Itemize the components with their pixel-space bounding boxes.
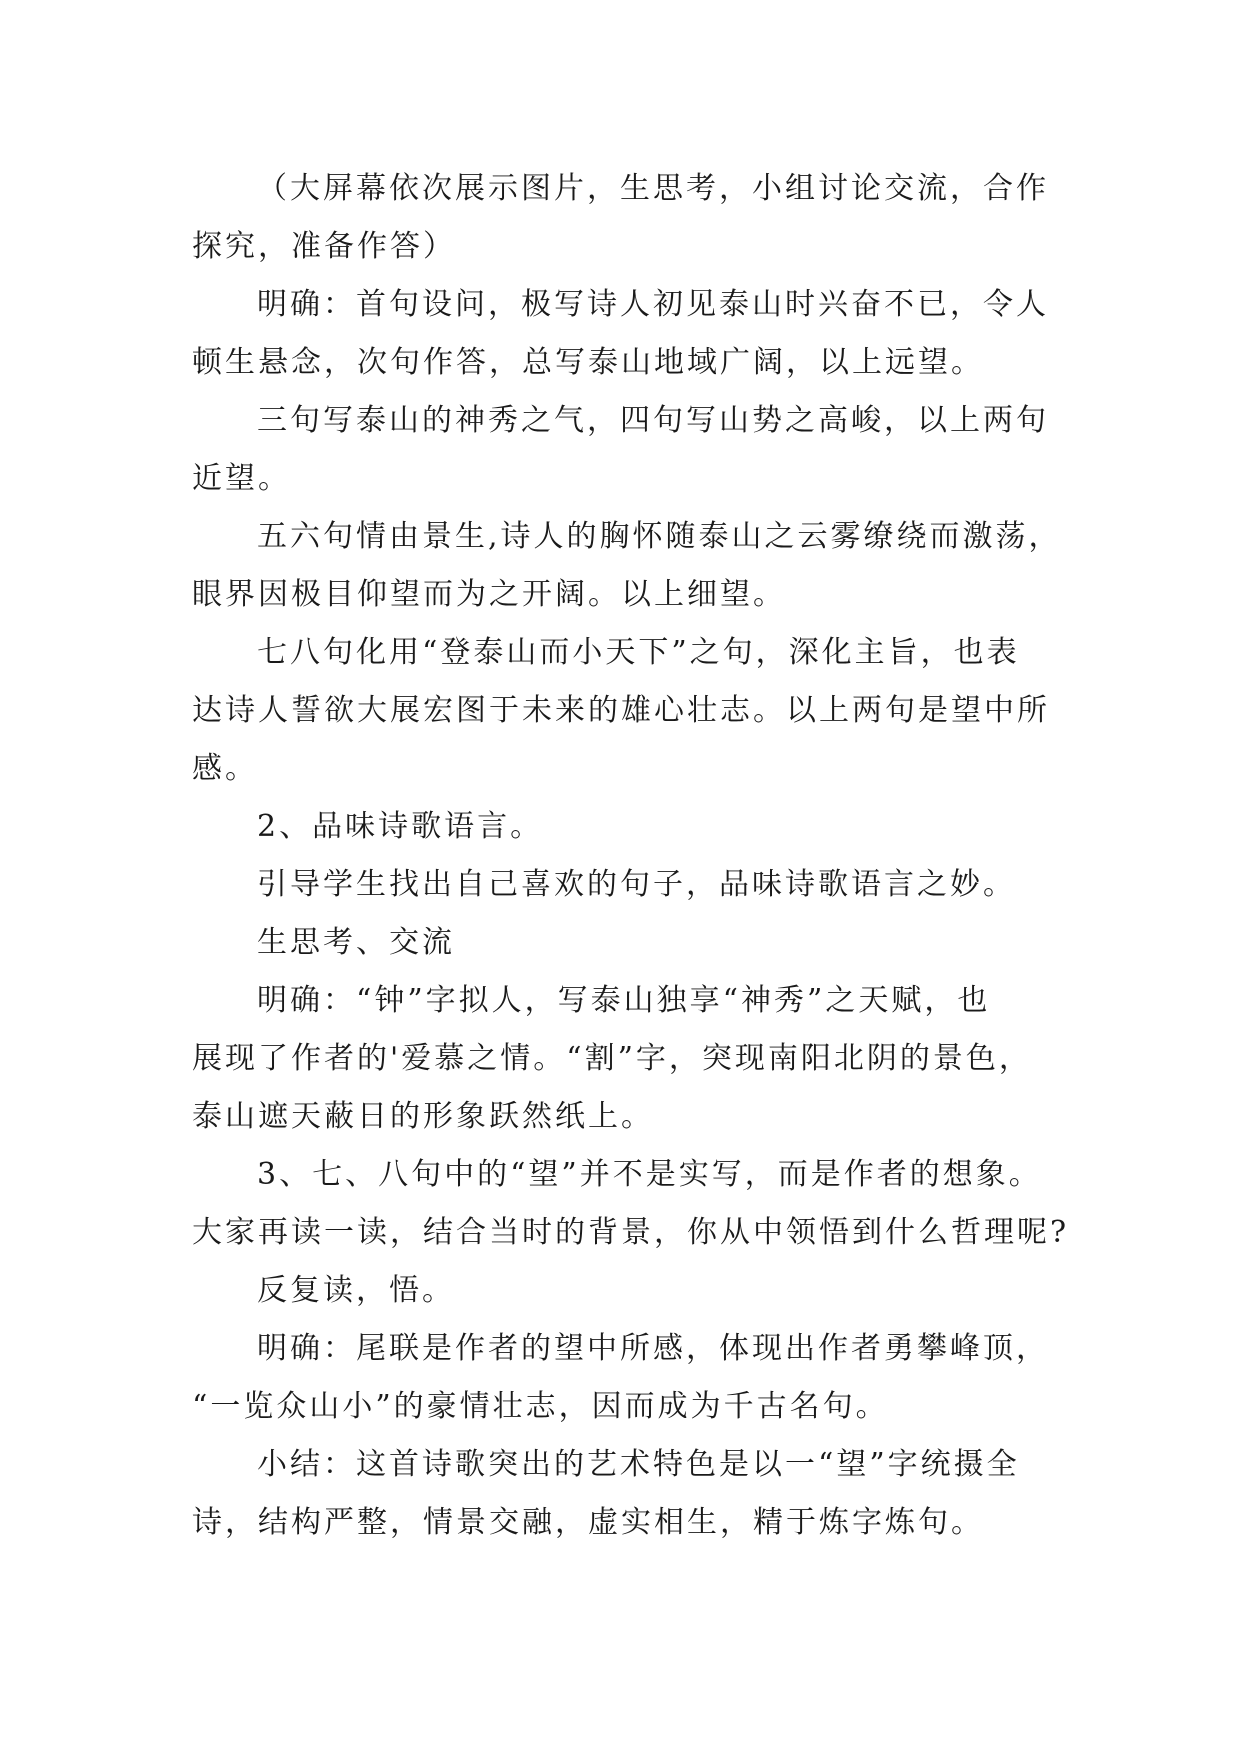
document-body [192, 160, 1070, 1552]
text-line: 七八句化用“登泰山而小天下”之句，深化主旨，也表 [257, 635, 1020, 670]
text-line: 反复读，悟。 [257, 1273, 455, 1308]
text-line: 明确：“钟”字拟人，写泰山独享“神秀”之天赋，也 [257, 983, 991, 1018]
text-line: 近望。 [192, 461, 291, 496]
text-line: 2、品味诗歌语言。 [257, 809, 544, 844]
text-line: 达诗人誓欲大展宏图于未来的雄心壮志。以上两句是望中所 [192, 693, 1050, 728]
text-line: 小结：这首诗歌突出的艺术特色是以一“望”字统摄全 [257, 1447, 1020, 1482]
text-line: （大屏幕依次展示图片，生思考，小组讨论交流，合作 [257, 171, 1049, 206]
text-line: 3、七、八句中的“望”并不是实写，而是作者的想象。 [257, 1157, 1042, 1192]
text-line: 感。 [192, 751, 258, 786]
text-line: 明确：尾联是作者的望中所感，体现出作者勇攀峰顶， [257, 1331, 1049, 1366]
text-line: 顿生悬念，次句作答，总写泰山地域广阔，以上远望。 [192, 345, 984, 380]
text-line: 眼界因极目仰望而为之开阔。以上细望。 [192, 577, 786, 612]
text-line: 探究，准备作答） [192, 229, 456, 264]
text-line: 五六句情由景生,诗人的胸怀随泰山之云雾缭绕而激荡， [257, 519, 1062, 554]
text-line: 三句写泰山的神秀之气，四句写山势之高峻，以上两句 [257, 403, 1049, 438]
text-line: 明确：首句设问，极写诗人初见泰山时兴奋不已，令人 [257, 287, 1049, 322]
text-line: “一览众山小”的豪情壮志，因而成为千古名句。 [192, 1389, 889, 1424]
text-line: 展现了作者的'爱慕之情。“割”字，突现南阳北阴的景色， [192, 1041, 1032, 1076]
text-line: 生思考、交流 [257, 925, 455, 960]
text-line: 诗，结构严整，情景交融，虚实相生，精于炼字炼句。 [192, 1505, 984, 1540]
text-line: 引导学生找出自己喜欢的句子，品味诗歌语言之妙。 [257, 867, 1016, 902]
text-line: 泰山遮天蔽日的形象跃然纸上。 [192, 1099, 654, 1134]
text-line: 大家再读一读，结合当时的背景，你从中领悟到什么哲理呢? [192, 1215, 1070, 1250]
